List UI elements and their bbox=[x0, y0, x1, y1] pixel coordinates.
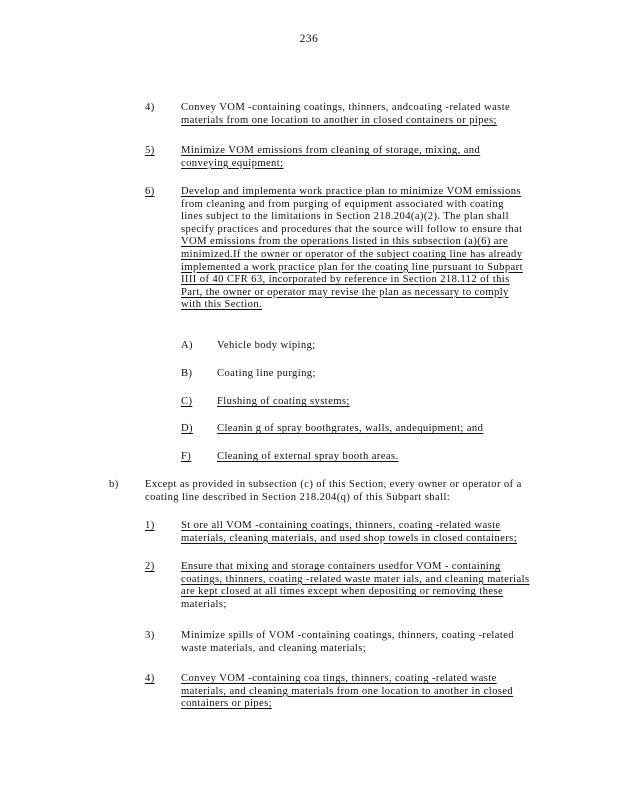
item-text-line: containers or pipes; bbox=[181, 698, 272, 710]
item-text-line: lines subject to the limitations in Section 218.204(a)(2). The plan shall bbox=[181, 211, 509, 223]
item-text-line: Develop and implementa work practice plan to minimize VOM emissions bbox=[181, 186, 521, 197]
item-text-line: implemented a work practice plan for the coating line pursuant to Subpart bbox=[181, 261, 523, 273]
item-text-line: Ensure that mixing and storage containers usedfor VOM - containing bbox=[181, 561, 501, 572]
item-text-line: from cleaning and from purging of equipment associated with coating bbox=[181, 198, 504, 210]
section-intro-line: Except as provided in subsection (c) of this Section, every owner or operator of a bbox=[145, 479, 522, 490]
sub-item-text: Cleanin g of spray boothgrates, walls, andequipment; and bbox=[217, 423, 484, 434]
item-text-line: minimized.If the owner or operator of the subject coating line has already bbox=[181, 248, 523, 260]
item-text-line: are kept closed at all times except when depositing or removing these bbox=[181, 586, 504, 598]
item-text-line: materials, cleaning materials, and used shop towels in closed containers; bbox=[181, 532, 518, 544]
section-label: b) bbox=[109, 479, 119, 490]
item-label: 4) bbox=[145, 102, 155, 113]
sub-item-label: A) bbox=[181, 340, 193, 351]
item-text-line: conveying equipment; bbox=[181, 157, 284, 169]
item-text-line: waste materials, and cleaning materials; bbox=[181, 642, 367, 654]
section-intro-line: coating line described in Section 218.204(q) of this Subpart shall: bbox=[145, 491, 451, 503]
item-label: 2) bbox=[145, 561, 155, 572]
sub-item-label: C) bbox=[181, 396, 193, 407]
item-text-line: VOM emissions from the operations listed in this subsection (a)(6) are bbox=[181, 236, 508, 248]
item-text-line: specify practices and procedures that the source will follow to ensure that bbox=[181, 223, 523, 235]
item-text-line: with this Section. bbox=[181, 299, 263, 311]
item-label: 3) bbox=[145, 630, 155, 641]
item-text-line: Minimize spills of VOM -containing coatings, thinners, coating -related bbox=[181, 630, 515, 641]
item-text-line: St ore all VOM -containing coatings, thinners, coating -related waste bbox=[181, 520, 501, 531]
sub-item-text: Flushing of coating systems; bbox=[217, 396, 350, 407]
item-label: 1) bbox=[145, 520, 155, 531]
item-label: 4) bbox=[145, 673, 155, 684]
page-number: 236 bbox=[299, 33, 319, 45]
sub-item-text: Coating line purging; bbox=[217, 368, 316, 379]
sub-item-text: Vehicle body wiping; bbox=[217, 340, 316, 351]
item-label: 5) bbox=[145, 145, 155, 156]
item-text-line: materials, and cleaning materials from one location to another in closed bbox=[181, 685, 514, 697]
item-text-line: materials from one location to another in closed containers or pipes; bbox=[181, 114, 497, 126]
item-text-line: Minimize VOM emissions from cleaning of storage, mixing, and bbox=[181, 145, 481, 156]
sub-item-label: D) bbox=[181, 423, 193, 434]
item-text-line: Part, the owner or operator may revise the plan as necessary to comply bbox=[181, 286, 509, 298]
item-text-line: IIII of 40 CFR 63, incorporated by reference in Section 218.112 of this bbox=[181, 274, 510, 286]
item-text-line: Convey VOM -containing coatings, thinners, andcoating -related waste bbox=[181, 102, 511, 113]
item-label: 6) bbox=[145, 186, 155, 197]
sub-item-text: Cleaning of external spray booth areas. bbox=[217, 451, 399, 462]
sub-item-label: F) bbox=[181, 451, 192, 462]
item-text-line: materials; bbox=[181, 598, 227, 610]
sub-item-label: B) bbox=[181, 368, 193, 379]
item-text-line: coatings, thinners, coating -related waste mater ials, and cleaning materials bbox=[181, 573, 530, 585]
item-text-line: Convey VOM -containing coa tings, thinners, coating -related waste bbox=[181, 673, 497, 684]
